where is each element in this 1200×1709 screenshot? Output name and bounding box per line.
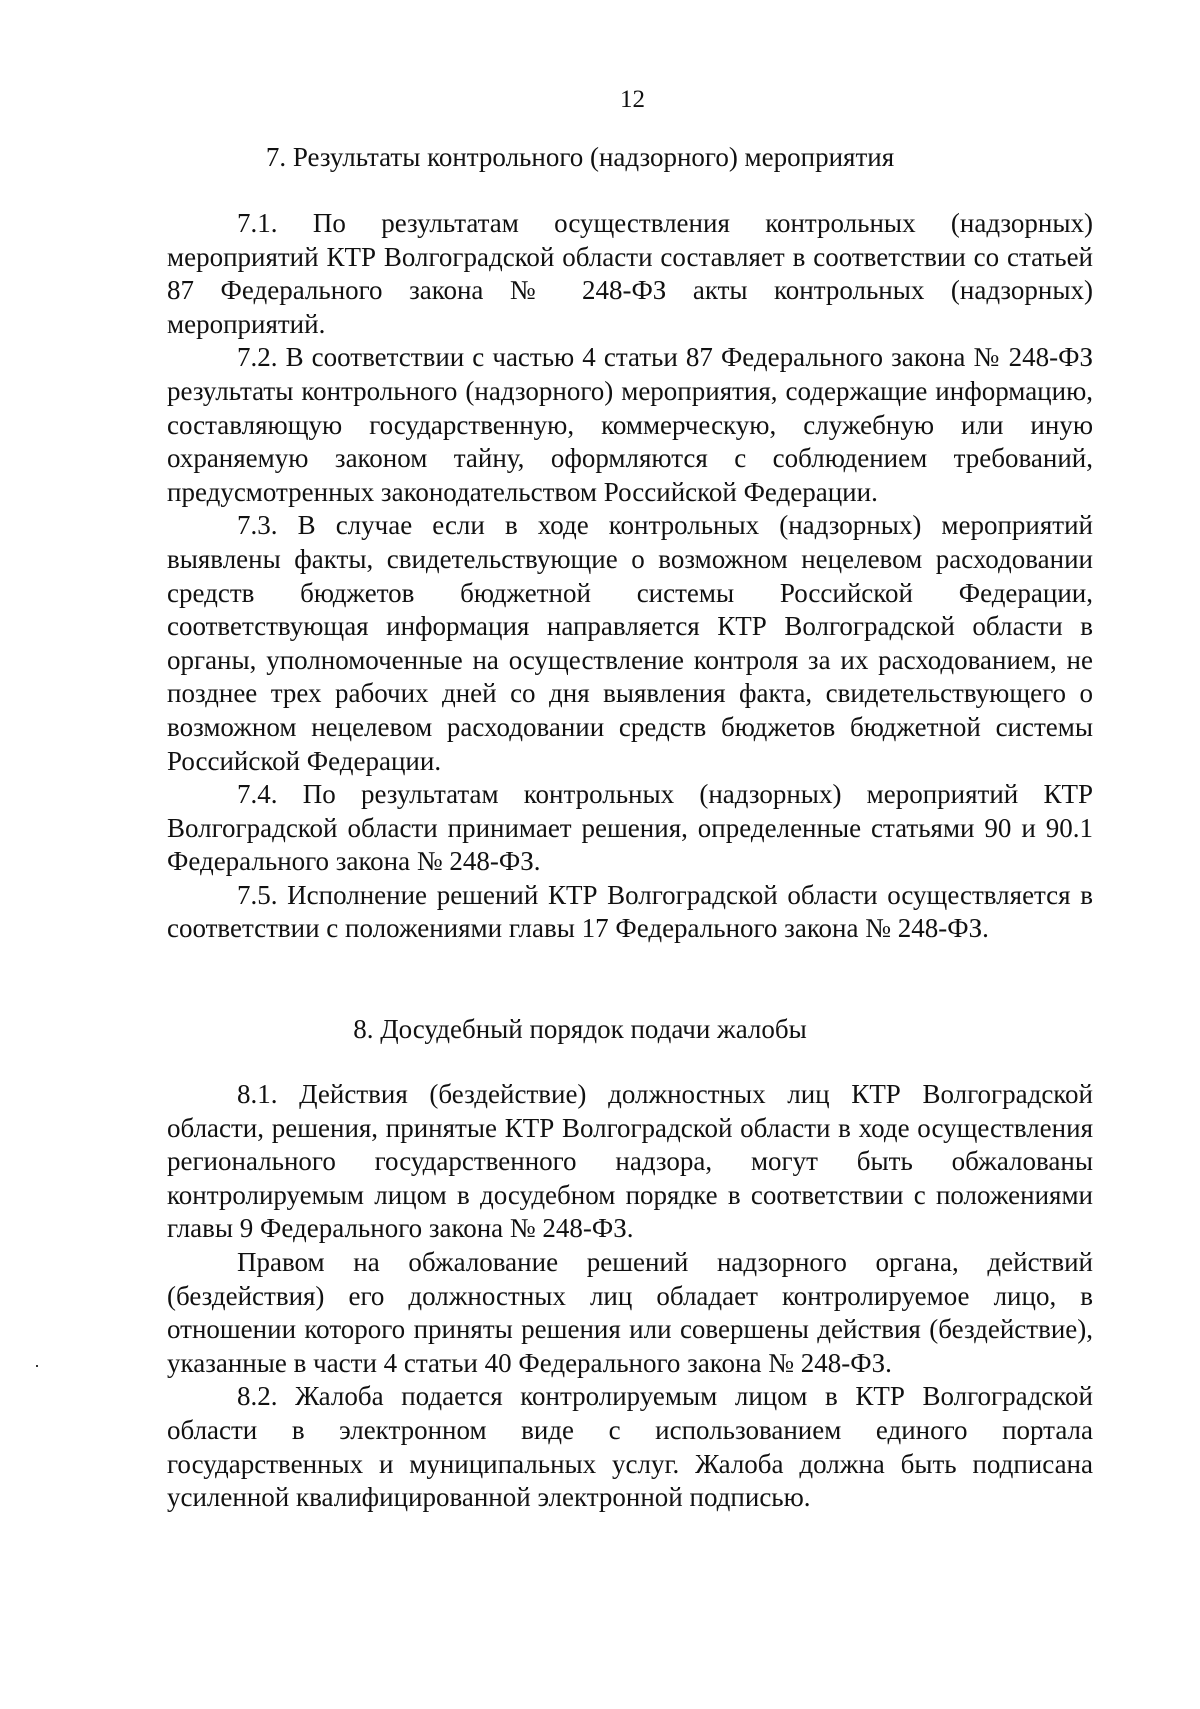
paragraph-7-1: 7.1. По результатам осуществления контрольных (надзорных) мероприятий КТР Волгоградской области составляет в соответствии со статьей 87 Федерального закона № 248-ФЗ акты контрольных (надзорных) мероприятий. [167, 208, 1093, 339]
page-number: 12 [620, 86, 645, 113]
section-7-body [167, 207, 1093, 946]
paragraph-7-5: 7.5. Исполнение решений КТР Волгоградской области осуществляется в соответствии с положениями главы 17 Федерального закона № 248-ФЗ. [167, 879, 1093, 944]
scan-artifact-dot [36, 1365, 38, 1367]
paragraph-7-2: 7.2. В соответствии с частью 4 статьи 87 Федерального закона № 248-ФЗ результаты контрольного (надзорного) мероприятия, содержащие информацию, составляющую государственную, коммерческую, служебную или иную охраняемую законом тайну, оформляются с соблюдением требований, предусмотренных законодательством Российской Федерации. [167, 342, 1093, 507]
section-7-heading: 7. Результаты контрольного (надзорного) мероприятия [265, 142, 895, 172]
paragraph-7-4: 7.4. По результатам контрольных (надзорных) мероприятий КТР Волгоградской области принимает решения, определенные статьями 90 и 90.1 Федерального закона № 248-ФЗ. [167, 779, 1093, 877]
paragraph-8-1: 8.1. Действия (бездействие) должностных лиц КТР Волгоградской области, решения, принятые КТР Волгоградской области в ходе осуществления регионального государственного надзора, могут быть обжалованы контролируемым лицом в досудебном порядке в соответствии с положениями главы 9 Федерального закона № 248-ФЗ. [167, 1079, 1093, 1244]
paragraph-8-1-right-of-appeal: Правом на обжалование решений надзорного органа, действий (бездействия) его должностных лиц обладает контролируемое лицо, в отношении которого приняты решения или совершены действия (бездействие), указанные в части 4 статьи 40 Федерального закона № 248-ФЗ. [167, 1246, 1093, 1378]
paragraph-8-2: 8.2. Жалоба подается контролируемым лицом в КТР Волгоградской области в электронном виде с использованием единого портала государственных и муниципальных услуг. Жалоба должна быть подписана усиленной квалифицированной электронной подписью. [167, 1381, 1093, 1513]
paragraph-7-3: 7.3. В случае если в ходе контрольных (надзорных) мероприятий выявлены факты, свидетельствующие о возможном нецелевом расходовании средств бюджетов бюджетной системы Российской Федерации, соответствующая информация направляется КТР Волгоградской области в органы, уполномоченные на осуществление контроля за их расходованием, не позднее трех рабочих дней со дня выявления факта, свидетельствующего о возможном нецелевом расходовании средств бюджетов бюджетной системы Российской Федерации. [167, 510, 1093, 776]
section-8-body [167, 1078, 1093, 1515]
section-8-heading: 8. Досудебный порядок подачи жалобы [353, 1014, 807, 1044]
